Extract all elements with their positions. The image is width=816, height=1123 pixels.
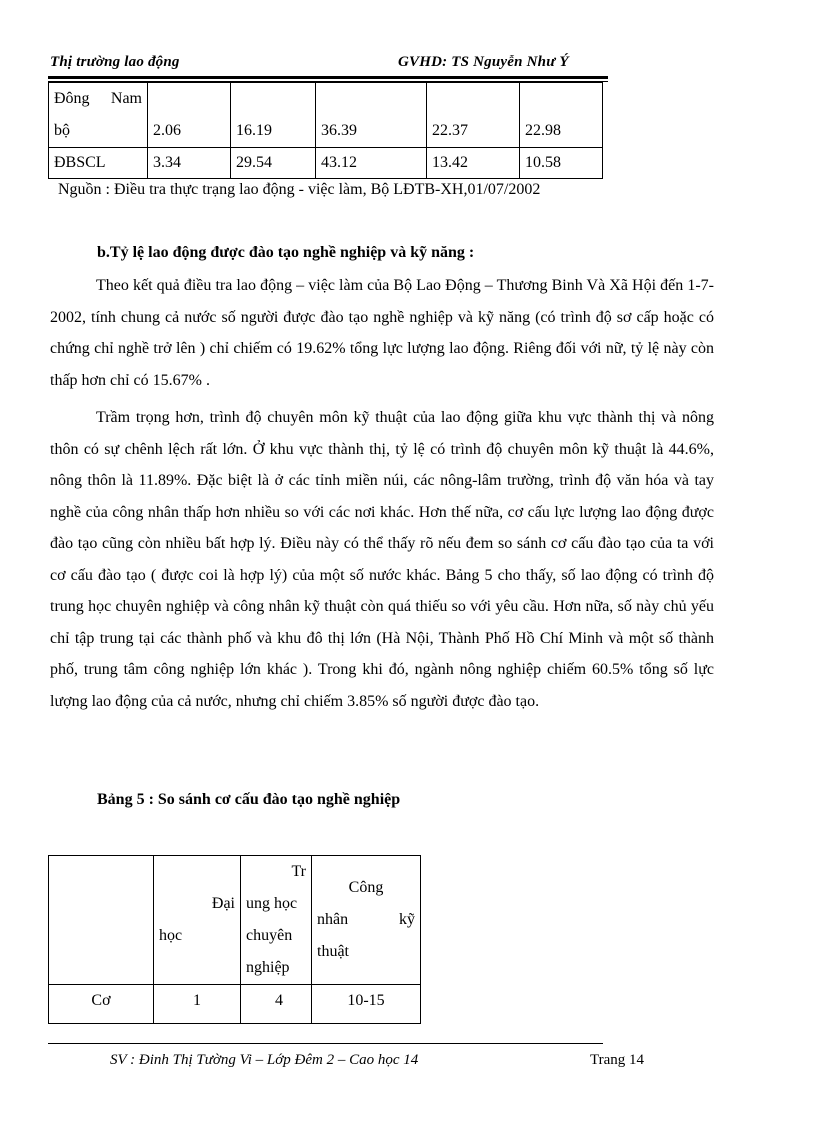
value: 16.19	[236, 122, 272, 139]
value: 1	[193, 992, 201, 1009]
source-note: Nguồn : Điều tra thực trạng lao động - việc làm, Bộ LĐTB-XH,01/07/2002	[58, 181, 541, 198]
row-label-cell	[49, 985, 154, 1024]
value: 2.06	[153, 122, 181, 139]
page-number: Trang 14	[590, 1052, 645, 1068]
region-name: ĐBSCL	[54, 154, 106, 171]
value-cell	[148, 83, 231, 148]
value: 22.98	[525, 122, 561, 139]
value: 22.37	[432, 122, 468, 139]
paragraph	[50, 402, 714, 717]
header-cell-technical-worker	[312, 856, 421, 985]
value-cell	[241, 985, 312, 1024]
header-text: nhân kỹ	[317, 911, 415, 928]
region-name-line2: bộ	[54, 122, 70, 139]
header-title: Thị trường lao động	[50, 54, 180, 70]
table-header-row	[49, 856, 421, 985]
footer-author: SV : Đinh Thị Tường Vi – Lớp Đêm 2 – Cao học 14	[110, 1052, 419, 1068]
table-row	[49, 148, 603, 179]
region-table	[48, 82, 603, 179]
header-advisor: GVHD: TS Nguyễn Như Ý	[398, 54, 569, 70]
header-text: Đại	[211, 895, 235, 912]
value: 43.12	[321, 154, 357, 171]
header-text: Công	[348, 879, 384, 896]
value-cell	[148, 148, 231, 179]
value-cell	[154, 985, 241, 1024]
value-cell	[520, 83, 603, 148]
header-rule	[48, 76, 608, 79]
value-cell	[316, 148, 427, 179]
value: 4	[275, 992, 283, 1009]
table-row	[49, 985, 421, 1024]
header-text: Tr	[291, 863, 306, 880]
header-text: thuật	[317, 943, 349, 960]
paragraph	[50, 270, 714, 396]
table-row	[49, 83, 603, 148]
table5-caption: Bảng 5 : So sánh cơ cấu đào tạo nghề nghiệp	[97, 791, 401, 808]
value-cell	[427, 148, 520, 179]
region-name-cell	[49, 148, 148, 179]
value-cell	[520, 148, 603, 179]
header-cell-empty	[49, 856, 154, 985]
header-cell-university	[154, 856, 241, 985]
value-cell	[316, 83, 427, 148]
header-cell-vocational-secondary	[241, 856, 312, 985]
value: 3.34	[153, 154, 181, 171]
value-cell	[231, 83, 316, 148]
row-label: Cơ	[91, 992, 111, 1009]
region-name-cell	[49, 83, 148, 148]
value: 10.58	[525, 154, 561, 171]
region-name-line1: Đông Nam	[54, 90, 142, 107]
paragraph-text: Trầm trọng hơn, trình độ chuyên môn kỹ thuật của lao động giữa khu vực thành thị và nông thôn có sự chênh lệch rất lớn. Ở khu vực thành thị, tỷ lệ có trình độ chuyên môn kỹ thuật là 44.6%, nông thôn là 11.89%. Đặc biệt là ở các tỉnh miền núi, các nông-lâm trường, trình độ văn hóa và tay nghề của công nhân thấp hơn nhiều so với các nơi khác. Hơn thế nữa, cơ cấu lực lượng lao động được đào tạo cũng còn nhiều bất hợp lý. Điều này có thể thấy rõ nếu đem so sánh cơ cấu đào tạo của ta với cơ cấu đào tạo ( được coi là hợp lý) của một số nước khác. Bảng 5 cho thấy, số lao động có trình độ trung học chuyên nghiệp và công nhân kỹ thuật còn quá thiếu so với yêu cầu. Hơn nữa, số này chủ yếu chỉ tập trung tại các thành phố và khu đô thị lớn (Hà Nội, Thành Phố Hồ Chí Minh và một số thành phố, trung tâm công nghiệp lớn khác ). Trong khi đó, ngành nông nghiệp chiếm 60.5% tổng số lực lượng lao động của cả nước, nhưng chỉ chiếm 3.85% số người được đào tạo.	[50, 409, 714, 710]
value-cell	[231, 148, 316, 179]
paragraph-text: Theo kết quả điều tra lao động – việc làm của Bộ Lao Động – Thương Binh Và Xã Hội đến 1-7-2002, tính chung cả nước số người được đào tạo nghề nghiệp và kỹ năng (có trình độ sơ cấp hoặc có chứng chỉ nghề trở lên ) chỉ chiếm có 19.62% tổng lực lượng lao động. Riêng đối với nữ, tỷ lệ này còn thấp hơn chỉ có 15.67% .	[50, 277, 714, 389]
header-text: chuyên	[246, 927, 293, 944]
value-cell	[312, 985, 421, 1024]
value-cell	[427, 83, 520, 148]
header-text: ung học	[246, 895, 298, 912]
training-table	[48, 855, 421, 1024]
value: 29.54	[236, 154, 272, 171]
value: 36.39	[321, 122, 357, 139]
value: 10-15	[347, 992, 385, 1009]
header-text: nghiệp	[246, 959, 290, 976]
value: 13.42	[432, 154, 468, 171]
header-text: học	[159, 927, 183, 944]
footer-rule	[48, 1043, 603, 1044]
section-heading: b.Tỷ lệ lao động được đào tạo nghề nghiệp và kỹ năng :	[97, 244, 475, 261]
